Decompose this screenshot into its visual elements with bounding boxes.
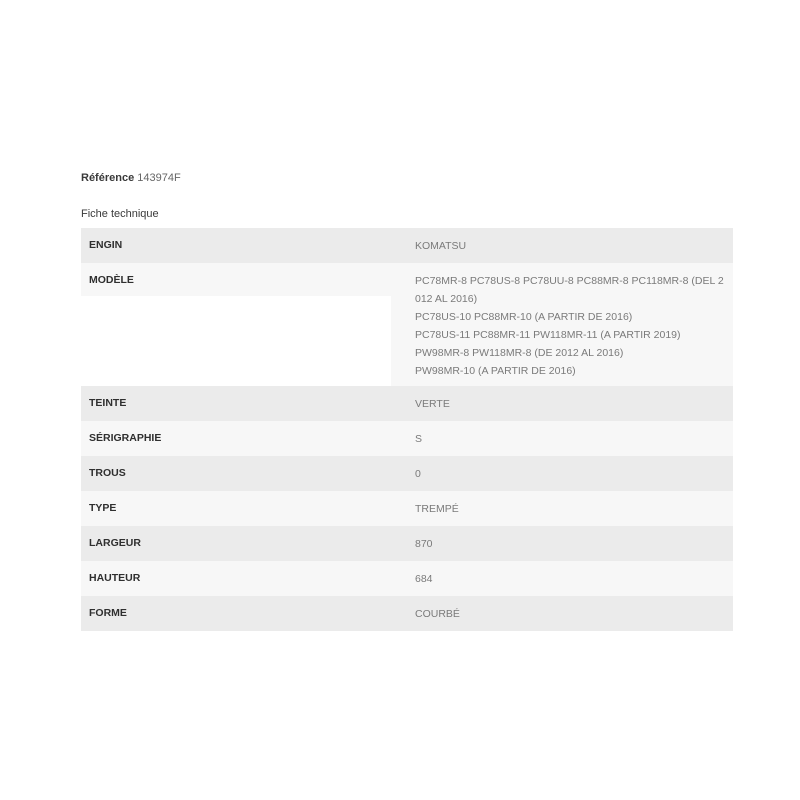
spec-name: ENGIN — [89, 239, 123, 251]
spec-value — [391, 263, 733, 386]
spec-name: HAUTEUR — [89, 572, 141, 584]
spec-value: TREMPÉ — [415, 503, 459, 515]
model-line: PW98MR-10 (A PARTIR DE 2016) — [415, 365, 576, 377]
model-line: PC78US-10 PC88MR-10 (A PARTIR DE 2016) — [415, 311, 633, 323]
spec-value: S — [415, 433, 423, 445]
spec-row-modele — [81, 263, 733, 386]
product-details — [81, 171, 733, 631]
spec-name: FORME — [89, 607, 127, 619]
spec-name: SÉRIGRAPHIE — [89, 432, 162, 444]
spec-table — [81, 228, 733, 631]
section-title: Fiche technique — [81, 208, 159, 220]
model-line: PW98MR-8 PW118MR-8 (DE 2012 AL 2016) — [415, 347, 624, 359]
spec-value: 870 — [415, 538, 433, 550]
spec-value: COURBÉ — [415, 608, 460, 620]
spec-name: MODÈLE — [81, 263, 391, 296]
spec-row-trous — [81, 456, 733, 491]
reference-label: Référence — [81, 172, 135, 184]
spec-row-serigraphie — [81, 421, 733, 456]
spec-name: TYPE — [89, 502, 117, 514]
spec-value: VERTE — [415, 398, 450, 410]
spec-name: TEINTE — [89, 397, 127, 409]
spec-value: 684 — [415, 573, 433, 585]
spec-row-teinte — [81, 386, 733, 421]
spec-row-largeur — [81, 526, 733, 561]
reference — [81, 171, 733, 185]
spec-name: TROUS — [89, 467, 126, 479]
model-line: PC78US-11 PC88MR-11 PW118MR-11 (A PARTIR 2019) — [415, 329, 681, 341]
spec-row-hauteur — [81, 561, 733, 596]
spec-row-forme — [81, 596, 733, 631]
model-line: PC78MR-8 PC78US-8 PC78UU-8 PC88MR-8 PC118MR-8 (DEL 2012 AL 2016) — [415, 275, 724, 305]
spec-value: KOMATSU — [415, 240, 467, 252]
reference-value: 143974F — [137, 172, 181, 184]
spec-name: LARGEUR — [89, 537, 141, 549]
spec-row-type — [81, 491, 733, 526]
spec-value: 0 — [415, 468, 421, 480]
spec-row-engin — [81, 228, 733, 263]
